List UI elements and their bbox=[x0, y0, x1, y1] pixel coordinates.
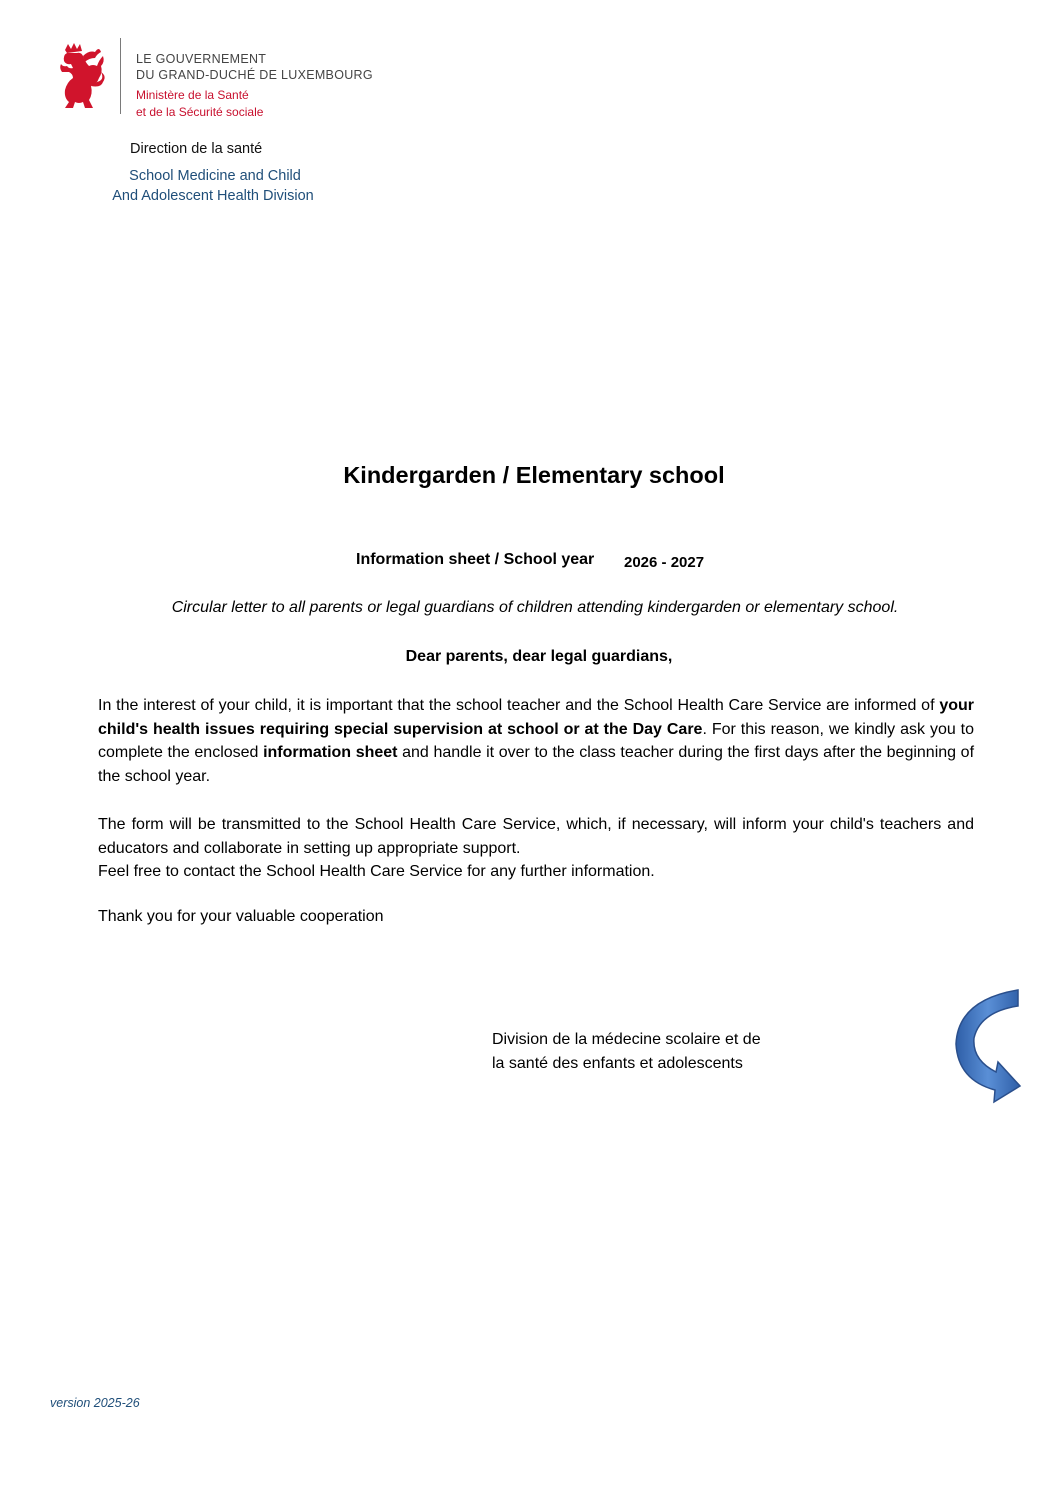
luxembourg-lion-logo bbox=[55, 42, 107, 110]
paragraph-intro-part1: In the interest of your child, it is important that the school teacher and the School Health Care Service are informed of bbox=[98, 697, 940, 714]
direction-name: Direction de la santé bbox=[130, 141, 263, 157]
closing-thanks: Thank you for your valuable cooperation bbox=[98, 908, 384, 925]
signature-line1: Division de la médecine scolaire et de bbox=[492, 1031, 761, 1048]
government-name-line2: DU GRAND-DUCHÉ DE LUXEMBOURG bbox=[136, 68, 373, 82]
greeting: Dear parents, dear legal guardians, bbox=[405, 648, 673, 665]
division-name-line2: And Adolescent Health Division bbox=[112, 188, 314, 204]
government-name-line1: LE GOUVERNEMENT bbox=[136, 52, 267, 66]
paragraph-intro-part2: . For this reason, we kindly ask you to complete the enclosed bbox=[98, 720, 975, 761]
circular-note: Circular letter to all parents or legal guardians of children attending kindergarden or elementary school. bbox=[171, 599, 899, 616]
paragraph-intro bbox=[98, 694, 974, 788]
paragraph-intro-part3: and handle it over to the class teacher during the first days after the beginning of the school year. bbox=[98, 744, 975, 785]
document-subtitle: Information sheet / School year bbox=[356, 551, 595, 568]
paragraph-contact: Feel free to contact the School Health Care Service for any further information. bbox=[98, 863, 655, 880]
curved-arrow-icon bbox=[950, 988, 1022, 1104]
paragraph-intro-emphasis1: your child's health issues requiring special supervision at school or at the Day Care bbox=[98, 697, 974, 738]
paragraph-transmission: The form will be transmitted to the School Health Care Service, which, if necessary, will inform your child's teachers and educators and collaborate in setting up appropriate support. bbox=[98, 816, 974, 857]
paragraph-intro-emphasis2: information sheet bbox=[263, 744, 398, 761]
signature-line2: la santé des enfants et adolescents bbox=[492, 1055, 743, 1072]
school-year-field: 2026 - 2027 bbox=[624, 554, 705, 571]
version-label: version 2025-26 bbox=[50, 1396, 140, 1410]
division-name-line1: School Medicine and Child bbox=[129, 168, 301, 184]
document-title: Kindergarden / Elementary school bbox=[343, 462, 725, 488]
ministry-name-line1: Ministère de la Santé bbox=[136, 88, 249, 102]
ministry-name-line2: et de la Sécurité sociale bbox=[136, 105, 264, 119]
logo-divider bbox=[120, 38, 121, 114]
